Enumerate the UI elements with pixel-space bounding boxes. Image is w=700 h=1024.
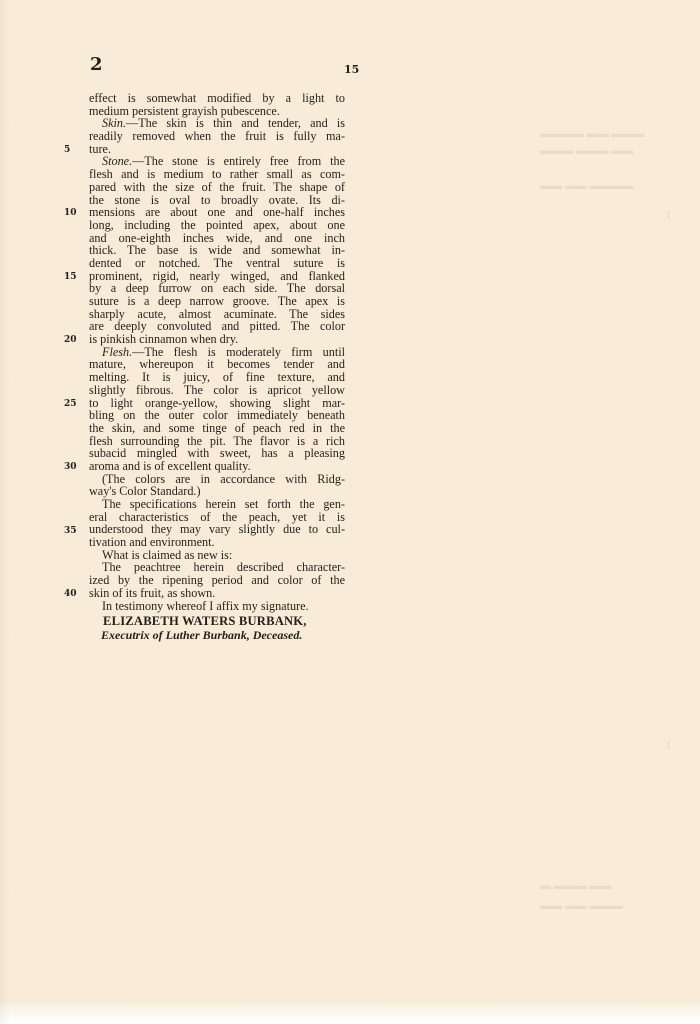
line-text: to light orange-yellow, showing slight mar- (89, 395, 345, 410)
line-text: thick. The base is wide and somewhat in- (89, 243, 345, 258)
line-text: dented or notched. The ventral suture is (89, 255, 345, 270)
line-text: long, including the pointed apex, about one (89, 217, 345, 232)
line-text: and one-eighth inches wide, and one inch (89, 230, 345, 245)
patent-number: 15 (344, 63, 360, 76)
line-text: sharply acute, almost acuminate. The sides (89, 306, 345, 321)
margin-line-number: 40 (64, 589, 77, 600)
line-text: (The colors are in accordance with Ridg- (102, 471, 345, 486)
body-line (89, 600, 345, 613)
line-text: suture is a deep narrow groove. The apex is (89, 294, 345, 308)
line-text: medium persistent grayish pubescence. (89, 103, 280, 118)
margin-line-number: 25 (64, 398, 77, 409)
margin-line-number: 20 (64, 335, 77, 346)
line-text: bling on the outer color immediately beneath (89, 408, 345, 423)
line-text: mature, whereupon it becomes tender and (89, 357, 345, 372)
line-text: eral characteristics of the peach, yet it is (89, 509, 345, 524)
line-text: way's Color Standard.) (89, 484, 201, 499)
line-text: slightly fibrous. The color is apricot yellow (89, 382, 345, 397)
line-text: ized by the ripening period and color of the (89, 573, 345, 588)
margin-line-number: 35 (64, 525, 77, 536)
section-heading: Flesh. (102, 344, 133, 359)
margin-line-number: 30 (64, 462, 77, 473)
line-text: subacid mingled with sweet, has a pleasing (89, 446, 345, 461)
bleed-through-texture: ▬▬▬ ▬▬ ▬▬▬▬ (540, 128, 645, 140)
margin-line-number: 10 (64, 208, 77, 219)
line-text: The specifications herein set forth the gen- (102, 497, 345, 511)
margin-mark: | (668, 740, 670, 749)
line-text: flesh and is medium to rather small as com- (89, 167, 345, 182)
line-text: ture. (89, 141, 111, 156)
line-text: In testimony whereof I affix my signature. (102, 598, 309, 613)
line-text: by a deep furrow on each side. The dorsal (89, 281, 345, 296)
line-text: mensions are about one and one-half inches (89, 205, 345, 220)
line-text: tivation and environment. (89, 535, 215, 550)
line-text: the stone is oval to broadly ovate. Its di- (89, 192, 345, 207)
line-text: is pinkish cinnamon when dry. (89, 332, 239, 347)
text-column (89, 92, 345, 612)
bleed-through-texture: ▬▬▬ ▬▬ ▬▬ (540, 900, 623, 912)
line-text: —The skin is thin and tender, and is (126, 116, 345, 131)
line-text: pared with the size of the fruit. The shape of (89, 179, 345, 194)
bleed-through-texture: ▬▬ ▬▬▬ ▬ (540, 880, 612, 892)
line-text: prominent, rigid, nearly winged, and flanked (89, 268, 345, 283)
bleed-through-texture: ▬▬▬▬ ▬▬ ▬▬ (540, 180, 634, 192)
line-text: skin of its fruit, as shown. (89, 585, 216, 600)
body-line (89, 130, 345, 143)
line-text: —The stone is entirely free from the (132, 154, 345, 169)
line-text: the skin, and some tinge of peach red in the (89, 420, 345, 435)
bleed-through-texture: ▬▬ ▬▬▬ ▬▬▬ (540, 145, 634, 157)
signature-title: Executrix of Luther Burbank, Deceased. (101, 628, 303, 642)
line-text: understood they may vary slightly due to cul- (89, 522, 345, 537)
margin-line-number: 5 (64, 144, 71, 155)
margin-mark: | (668, 210, 670, 219)
line-text: flesh surrounding the pit. The flavor is a rich (89, 433, 345, 448)
line-text: —The flesh is moderately firm until (132, 344, 345, 359)
signature-name: ELIZABETH WATERS BURBANK, (103, 614, 307, 628)
line-text: aroma and is of excellent quality. (89, 458, 251, 473)
line-text: readily removed when the fruit is fully ma- (89, 129, 345, 144)
line-text: What is claimed as new is: (102, 547, 233, 562)
line-text: melting. It is juicy, of fine texture, and (89, 370, 345, 385)
line-text: effect is somewhat modified by a light to (89, 91, 345, 105)
page-number: 2 (90, 54, 103, 75)
line-text: The peachtree herein described character- (102, 560, 345, 575)
line-text: are deeply convoluted and pitted. The color (89, 319, 345, 334)
section-heading: Stone. (102, 154, 133, 169)
margin-line-number: 15 (64, 271, 77, 282)
section-heading: Skin. (102, 116, 127, 131)
